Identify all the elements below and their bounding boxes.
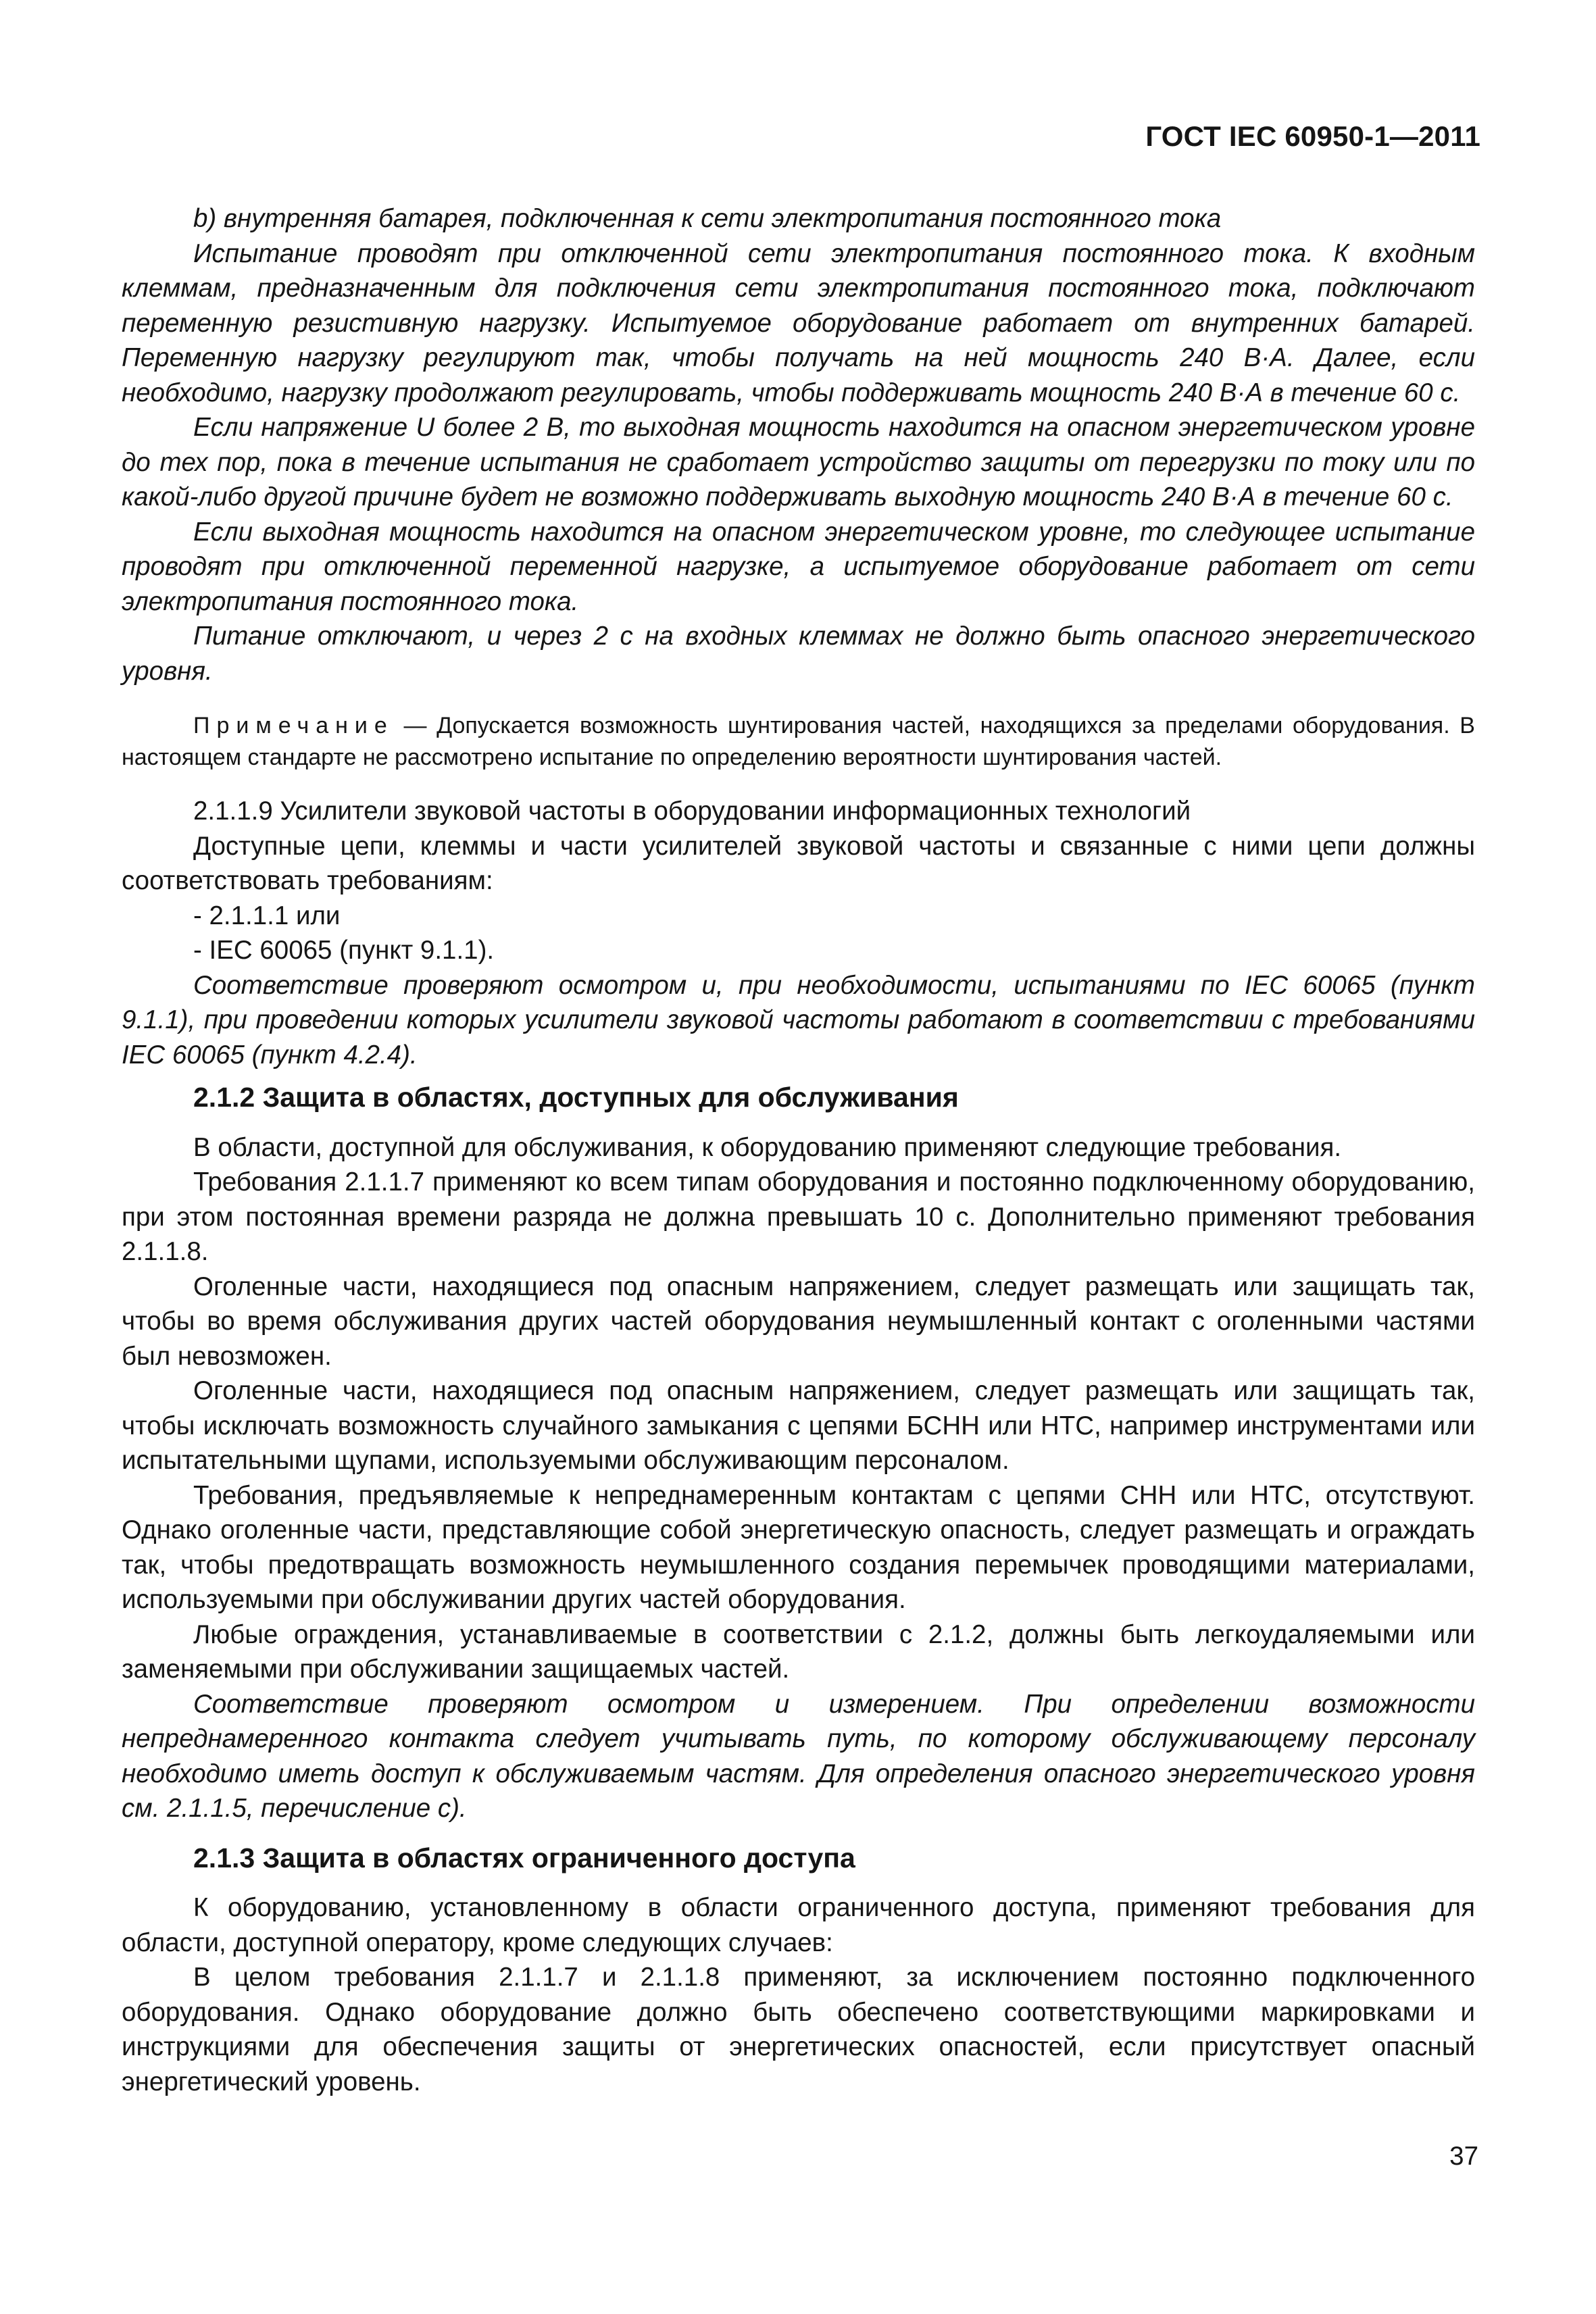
note-label: Примечание [193,713,394,738]
paragraph: 2.1.1.9 Усилители звуковой частоты в оборудовании информационных технологий [193,797,1191,826]
paragraph: Доступные цепи, клеммы и части усилителей звуковой частоты и связанные с ними цепи должны соответствовать требованиям: [122,831,1475,895]
page-number: 37 [1449,2142,1478,2171]
paragraph: Любые ограждения, устанавливаемые в соответствии с 2.1.2, должны быть легкоудаляемыми или заменяемыми при обслуживании защищаемых частей. [122,1619,1475,1684]
section-heading-2-1-2: 2.1.2 Защита в областях, доступных для обслуживания [193,1082,959,1113]
note-text: — Допускается возможность шунтирования частей, находящихся за пределами оборудования. В настоящем стандарте не рассмотрено испытание по определению вероятности шунтирования частей. [122,713,1475,770]
note [122,710,1475,774]
paragraph: В целом требования 2.1.1.7 и 2.1.1.8 применяют, за исключением постоянно подключенного оборудования. Однако оборудование должно быть обеспечено соответствующими маркировками и инструкциями для обеспечения защиты от энергетических опасностей, если присутствует опасный энергетический уровень. [122,1963,1475,2096]
paragraph: Испытание проводят при отключенной сети электропитания постоянного тока. К входным клеммам, предназначенным для подключения сети электропитания постоянного тока, подключают переменную резистивную нагрузку. Испытуемое оборудование работает от внутренних батарей. Переменную нагрузку регулируют так, чтобы получать на ней мощность 240 В·А. Далее, если необходимо, нагрузку продолжают регулировать, чтобы поддерживать мощность 240 В·А в течение 60 с. [122,238,1475,407]
paragraph: В области, доступной для обслуживания, к оборудованию применяют следующие требования. [193,1132,1342,1162]
paragraph: Питание отключают, и через 2 с на входных клеммах не должно быть опасного энергетического уровня. [122,622,1475,686]
paragraph: Требования, предъявляемые к непреднамеренным контактам с цепями СНН или НТС, отсутствуют. Однако оголенные части, представляющие собой энергетическую опасность, следует размещать и ограждать так, чтобы предотвращать возможность неумышленного создания перемычек проводящими материалами, используемыми при обслуживании других частей оборудования. [122,1480,1475,1614]
page-body [122,201,1475,2099]
paragraph: Оголенные части, находящиеся под опасным напряжением, следует размещать или защищать так, чтобы исключать возможность случайного замыкания с цепями БСНН или НТС, например инструментами или испытательными щупами, используемыми обслуживающим персоналом. [122,1376,1475,1475]
paragraph: Если напряжение U более 2 В, то выходная мощность находится на опасном энергетическом уровне до тех пор, пока в течение испытания не сработает устройство защиты от перегрузки по току или по какой-либо другой причине будет не возможно поддерживать выходную мощность 240 В·А в течение 60 с. [122,413,1475,511]
paragraph: К оборудованию, установленному в области ограниченного доступа, применяют требования для области, доступной оператору, кроме следующих случаев: [122,1893,1475,1957]
list-item: - 2.1.1.1 или [193,901,341,930]
paragraph: Если выходная мощность находится на опасном энергетическом уровне, то следующее испытание проводят при отключенной переменной нагрузке, а испытуемое оборудование работает от сети электропитания постоянного тока. [122,517,1475,616]
paragraph: Оголенные части, находящиеся под опасным напряжением, следует размещать или защищать так, чтобы во время обслуживания других частей оборудования неумышленный контакт с оголенными частями был невозможен. [122,1272,1475,1371]
paragraph: b) внутренняя батарея, подключенная к сети электропитания постоянного тока [193,204,1222,233]
paragraph: Требования 2.1.1.7 применяют ко всем типам оборудования и постоянно подключенному оборудованию, при этом постоянная времени разряда не должна превышать 10 с. Дополнительно применяют требования 2.1.1.8. [122,1167,1475,1266]
paragraph: Соответствие проверяют осмотром и измерением. При определении возможности непреднамеренного контакта следует учитывать путь, по которому обслуживающему персоналу необходимо иметь доступ к обслуживаемым частям. Для определения опасного энергетического уровня см. 2.1.1.5, перечисление с). [122,1689,1475,1823]
list-item: - IEC 60065 (пункт 9.1.1). [193,936,495,965]
document-header: ГОСТ IEC 60950-1—2011 [1145,120,1480,152]
section-heading-2-1-3: 2.1.3 Защита в областях ограниченного доступа [193,1842,855,1873]
paragraph: Соответствие проверяют осмотром и, при необходимости, испытаниями по IEC 60065 (пункт 9.1.1), при проведении которых усилители звуковой частоты работают в соответствии с требованиями IEC 60065 (пункт 4.2.4). [122,970,1475,1070]
